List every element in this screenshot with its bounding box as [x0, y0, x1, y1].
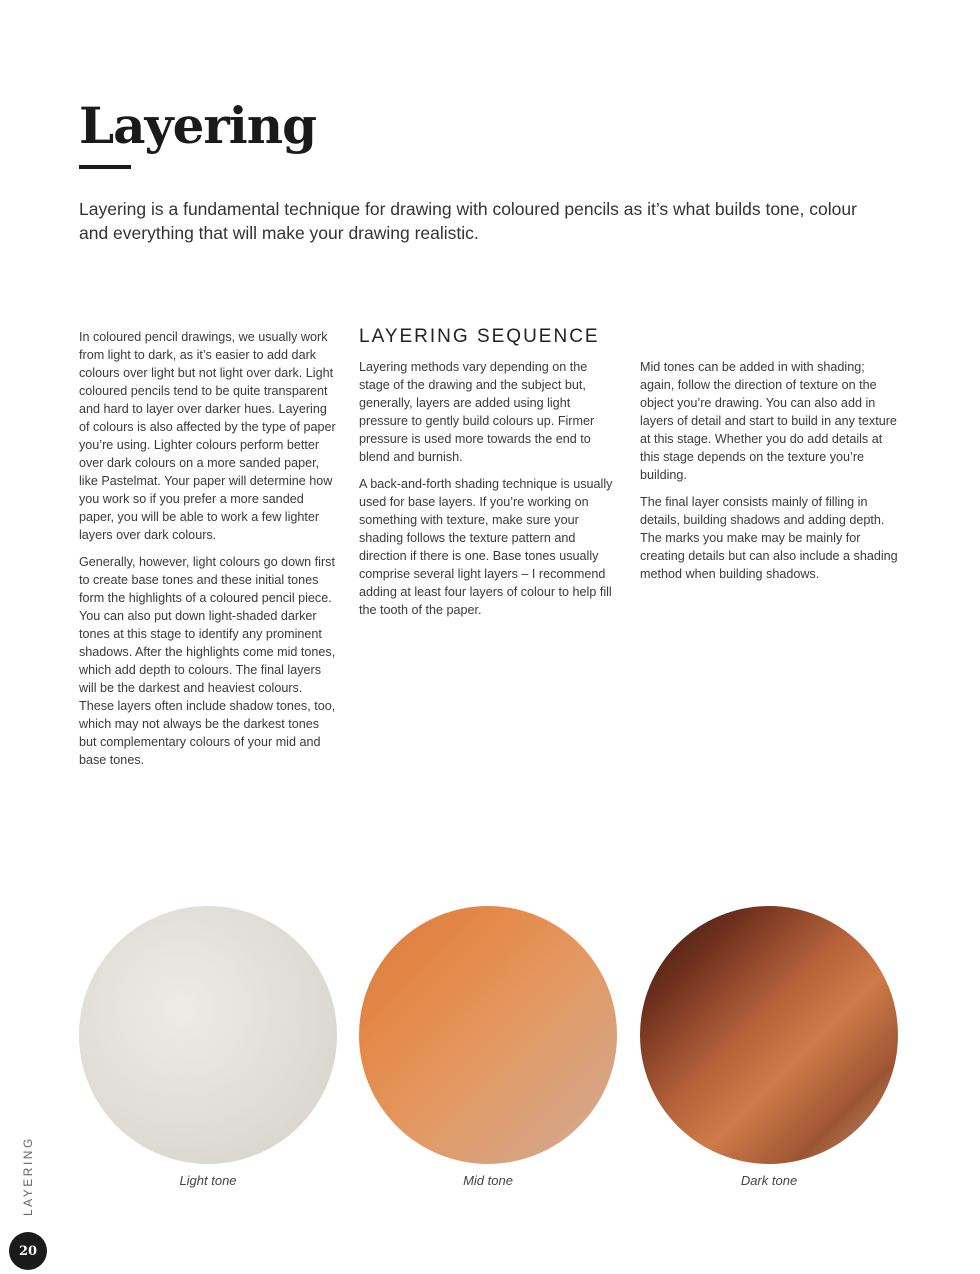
column2-paragraph-1: Layering methods vary depending on the stage of the drawing and the subject but, generally, layers are added using light pressure to gently build colours up. Firmer pressure is used more towards the end to blend and burnish.	[359, 360, 595, 464]
title-underline	[79, 165, 131, 169]
body-column-1	[79, 328, 337, 778]
chapter-side-label: LAYERING	[21, 1136, 35, 1216]
mid-tone-caption: Mid tone	[463, 1173, 513, 1188]
body-column-2	[359, 358, 617, 628]
section-heading: LAYERING SEQUENCE	[359, 326, 600, 347]
column2-paragraph-2: A back-and-forth shading technique is usually used for base layers. If you’re working on something with texture, make sure your shading follows the texture pattern and direction if there is one. Base tones usually comprise several light layers – I recommend adding at least four layers of colour to help fill the tooth of the paper.	[359, 477, 613, 617]
page-title: Layering	[79, 96, 317, 155]
light-tone-caption: Light tone	[179, 1173, 237, 1188]
column3-paragraph-2: The final layer consists mainly of filling in details, building shadows and adding depth. The marks you make may be mainly for creating details but can also include a shading method when building shadows.	[640, 495, 898, 581]
page-number: 20	[18, 1243, 38, 1259]
dark-tone-caption: Dark tone	[740, 1173, 798, 1188]
column1-paragraph-2: Generally, however, light colours go down first to create base tones and these initial tones form the highlights of a coloured pencil piece. You can also put down light-shaded darker tones at this stage to identify any prominent shadows. After the highlights come mid tones, which add depth to colours. The final layers will be the darkest and heaviest colours. These layers often include shadow tones, too, which may not always be the darkest tones but complementary colours of your mid and base tones.	[79, 555, 336, 767]
body-column-3	[640, 358, 898, 592]
intro-paragraph: Layering is a fundamental technique for drawing with coloured pencils as it’s what builds tone, colour and everything that will make your drawing realistic.	[79, 199, 857, 243]
column3-paragraph-1: Mid tones can be added in with shading; again, follow the direction of texture on the object you’re drawing. You can also add in layers of detail and start to build in any texture at this stage. Whether you do add details at this stage depends on the texture you’re building.	[640, 360, 897, 482]
light-tone-swatch	[79, 906, 337, 1164]
dark-tone-swatch	[640, 906, 898, 1164]
column1-paragraph-1: In coloured pencil drawings, we usually work from light to dark, as it’s easier to add dark colours over light but not light over dark. Light coloured pencils tend to be quite transparent and hard to layer over darker hues. Layering of colours is also affected by the type of paper you’re using. Lighter colours perform better over dark colours on a more sanded paper, like Pastelmat. Your paper will determine how you work so if you prefer a more sanded paper, you will be able to work a few lighter layers over dark colours.	[79, 330, 336, 542]
mid-tone-swatch	[359, 906, 617, 1164]
page-number-badge	[9, 1232, 47, 1270]
